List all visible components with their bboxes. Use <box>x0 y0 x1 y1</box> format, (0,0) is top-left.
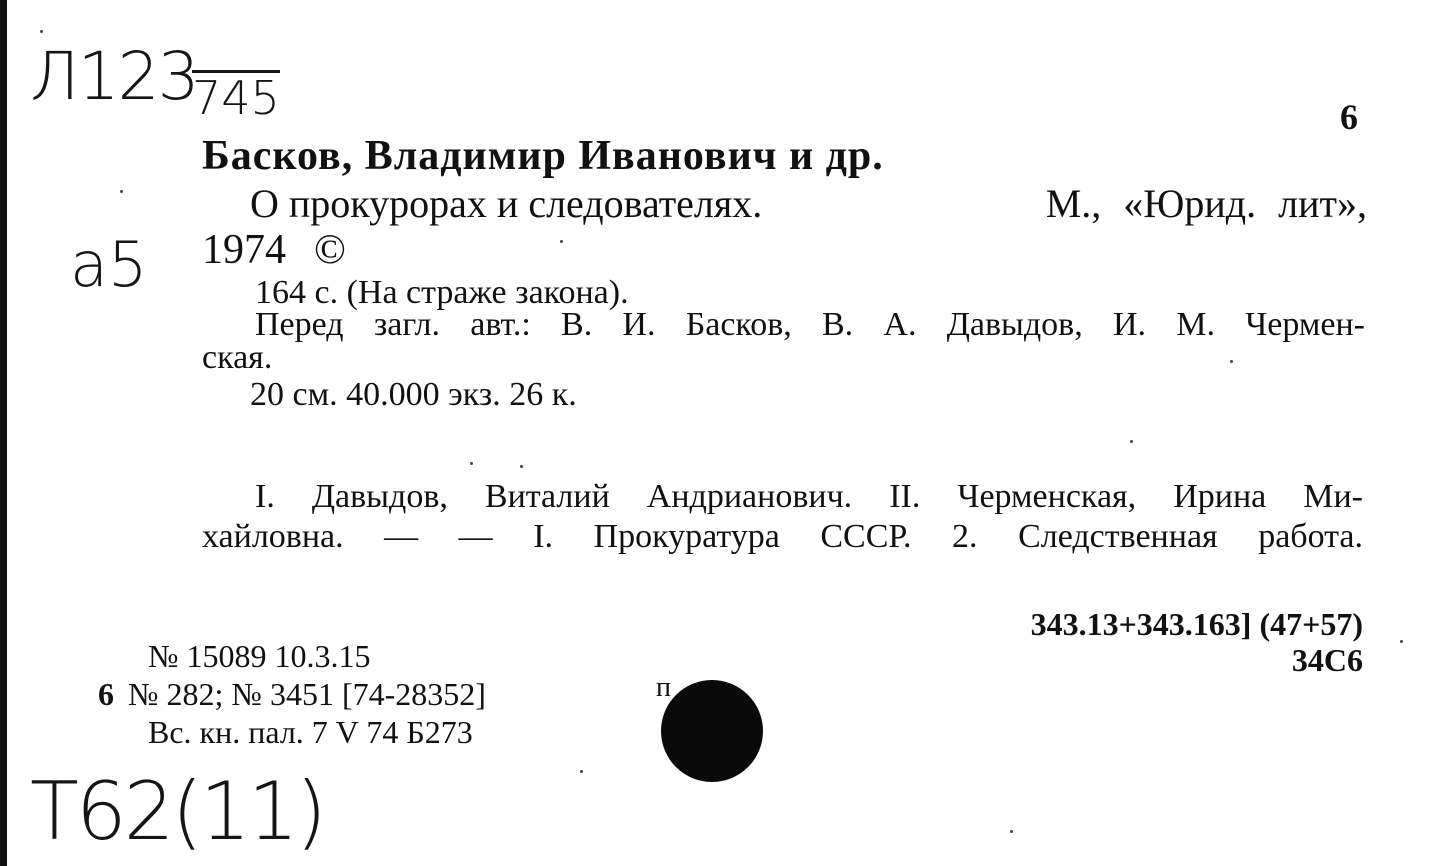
publication-year-line <box>202 226 346 274</box>
handwritten-call-number: Т62(11) <box>30 765 324 858</box>
noise-dot <box>1230 360 1233 363</box>
noise-dot <box>520 465 523 468</box>
noise-dot <box>470 462 473 465</box>
noise-dot <box>40 30 43 33</box>
handwritten-mark: а5 <box>70 228 148 301</box>
extent-series: 164 с. (На страже закона). <box>255 274 629 311</box>
copyright-icon: © <box>314 227 346 273</box>
authors-note-line2: ская. <box>202 339 273 376</box>
classification-index: 343.13+343.163] (47+57) <box>1030 606 1363 642</box>
handwritten-shelf-sub: 745 <box>192 71 280 125</box>
handwritten-shelf-mark: Л123 <box>30 38 198 115</box>
noise-dot <box>120 190 123 193</box>
noise-dot <box>580 770 583 773</box>
noise-dot <box>1400 640 1403 643</box>
author-mark: 34С6 <box>1291 642 1363 678</box>
clipped-letter: п <box>656 672 671 703</box>
book-title: О прокурорах и следователях. <box>250 181 763 226</box>
noise-dot <box>1130 440 1133 443</box>
registry-numbers <box>98 676 486 713</box>
registry-prefix: 6 <box>98 676 114 712</box>
size-print-run-price: 20 см. 40.000 экз. 26 к. <box>250 376 577 413</box>
punch-hole <box>661 680 763 782</box>
publication-year: 1974 <box>202 227 286 273</box>
tracing-line2: хайловна. — — I. Прокуратура СССР. 2. Следственная работа. <box>202 518 1363 555</box>
card-number: 6 <box>1340 97 1358 137</box>
chamber-record: Вс. кн. пал. 7 V 74 Б273 <box>148 714 473 750</box>
publisher: М., «Юрид. лит», <box>1045 181 1367 226</box>
noise-dot <box>560 240 563 243</box>
authors-note-line1: Перед загл. авт.: В. И. Басков, В. А. Давыдов, И. М. Чермен- <box>255 306 1365 343</box>
registry-values: № 282; № 3451 [74-28352] <box>128 676 486 712</box>
card-left-edge <box>0 0 7 866</box>
tracing-line1: I. Давыдов, Виталий Андрианович. II. Черменская, Ирина Ми- <box>255 478 1363 515</box>
noise-dot <box>1010 830 1013 833</box>
author-heading: Басков, Владимир Иванович и др. <box>202 133 884 179</box>
order-number: № 15089 10.3.15 <box>148 638 371 674</box>
